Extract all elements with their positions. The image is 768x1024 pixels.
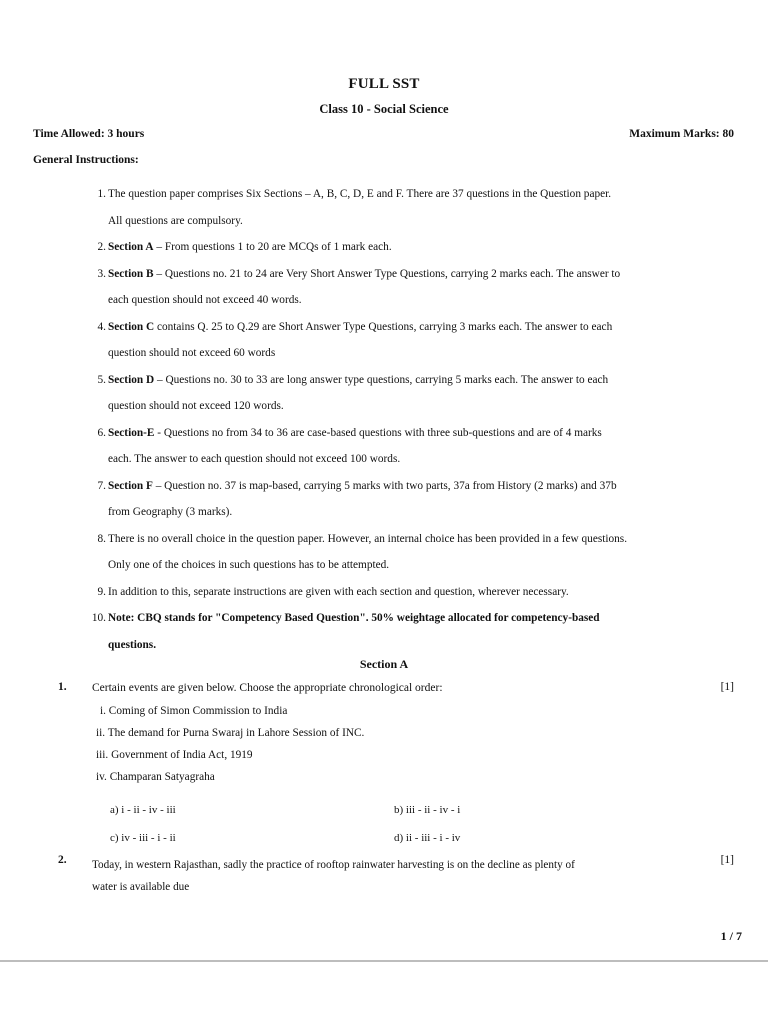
instruction-section-label: Section B — [108, 267, 154, 280]
page-divider — [0, 960, 768, 962]
instruction-continuation: each. The answer to each question should not exceed 100 words. — [108, 453, 401, 465]
instruction-item — [0, 420, 768, 473]
instruction-section-label: Section C — [108, 320, 155, 333]
question-number: 1. — [58, 681, 67, 693]
instruction-section-label: Section-E — [108, 426, 155, 439]
instruction-text: The question paper comprises Six Sections – A, B, C, D, E and F. There are 37 questions in the Question paper. — [108, 188, 612, 200]
statement-item: i. Coming of Simon Commission to India — [100, 705, 288, 717]
instruction-number: 9. — [97, 585, 106, 598]
paper-subtitle: Class 10 - Social Science — [319, 102, 449, 116]
instruction-text: – Question no. 37 is map-based, carrying 5 marks with two parts, 37a from History (2 marks) and 37b — [152, 479, 617, 492]
option-d[interactable]: d) ii - iii - i - iv — [394, 832, 461, 844]
instruction-continuation: All questions are compulsory. — [108, 214, 243, 227]
page-number: 1 / 7 — [720, 929, 742, 943]
question-text — [92, 854, 692, 898]
instruction-item — [0, 261, 768, 314]
instruction-continuation: question should not exceed 120 words. — [108, 400, 284, 412]
statement-item: iv. Champaran Satyagraha — [96, 771, 215, 783]
instruction-continuation: each question should not exceed 40 words. — [108, 294, 302, 306]
instruction-item — [0, 234, 768, 261]
instruction-continuation: from Geography (3 marks). — [108, 506, 233, 518]
option-c[interactable]: c) iv - iii - i - ii — [110, 832, 176, 844]
instruction-text: There is no overall choice in the question paper. However, an internal choice has been provided in a few questions. — [108, 532, 628, 545]
instruction-item — [0, 181, 768, 234]
instruction-item — [0, 367, 768, 420]
instruction-text: – From questions 1 to 20 are MCQs of 1 mark each. — [153, 241, 392, 253]
general-instructions-heading: General Instructions: — [33, 154, 139, 166]
instruction-number: 3. — [97, 267, 106, 280]
instruction-number: 2. — [97, 241, 106, 253]
question-number: 2. — [58, 854, 67, 866]
instruction-text: – Questions no. 30 to 33 are long answer type questions, carrying 5 marks each. The answer to each — [154, 373, 609, 386]
maximum-marks: Maximum Marks: 80 — [629, 128, 734, 140]
instruction-number: 1. — [97, 188, 106, 200]
instruction-continuation: Only one of the choices in such questions has to be attempted. — [108, 559, 390, 571]
question-marks: [1] — [720, 854, 734, 866]
instruction-item — [0, 526, 768, 579]
instruction-text: – Questions no. 21 to 24 are Very Short Answer Type Questions, carrying 2 marks each. The answer to — [153, 267, 621, 280]
option-b[interactable]: b) iii - ii - iv - i — [394, 804, 461, 816]
instruction-number: 5. — [97, 373, 106, 386]
instruction-item — [0, 605, 768, 658]
statement-item: iii. Government of India Act, 1919 — [96, 749, 253, 761]
instruction-text: Note: CBQ stands for "Competency Based Question". 50% weightage allocated for competency-based — [108, 612, 600, 624]
instruction-section-label: Section D — [108, 373, 155, 386]
question-marks: [1] — [720, 681, 734, 693]
question-text-line: water is available due — [92, 881, 190, 893]
question-text-line: Today, in western Rajasthan, sadly the practice of rooftop rainwater harvesting is on the decline as plenty of — [92, 859, 575, 871]
instruction-number: 10. — [91, 612, 106, 624]
instruction-number: 6. — [97, 426, 106, 439]
instruction-text: contains Q. 25 to Q.29 are Short Answer Type Questions, carrying 3 marks each. The answer to each — [154, 320, 613, 333]
instruction-section-label: Section A — [108, 241, 154, 253]
instruction-continuation: question should not exceed 60 words — [108, 347, 276, 359]
option-a[interactable]: a) i - ii - iv - iii — [110, 804, 176, 816]
instruction-number: 8. — [97, 532, 106, 545]
instruction-text: In addition to this, separate instructions are given with each section and question, wherever necessary. — [108, 585, 569, 598]
instruction-number: 4. — [97, 320, 106, 333]
section-a-heading: Section A — [359, 657, 409, 671]
statement-item: ii. The demand for Purna Swaraj in Lahore Session of INC. — [96, 727, 365, 739]
instruction-section-label: Section F — [108, 479, 153, 492]
time-allowed: Time Allowed: 3 hours — [33, 128, 145, 140]
paper-title: FULL SST — [348, 76, 420, 92]
instruction-item — [0, 314, 768, 367]
instructions-list — [0, 181, 768, 658]
question-text: Certain events are given below. Choose the appropriate chronological order: — [92, 682, 443, 694]
instruction-text: - Questions no from 34 to 36 are case-based questions with three sub-questions and are of 4 marks — [154, 426, 602, 439]
instruction-item — [0, 579, 768, 606]
instruction-continuation: questions. — [108, 638, 157, 651]
instruction-number: 7. — [97, 479, 106, 492]
instruction-item — [0, 473, 768, 526]
